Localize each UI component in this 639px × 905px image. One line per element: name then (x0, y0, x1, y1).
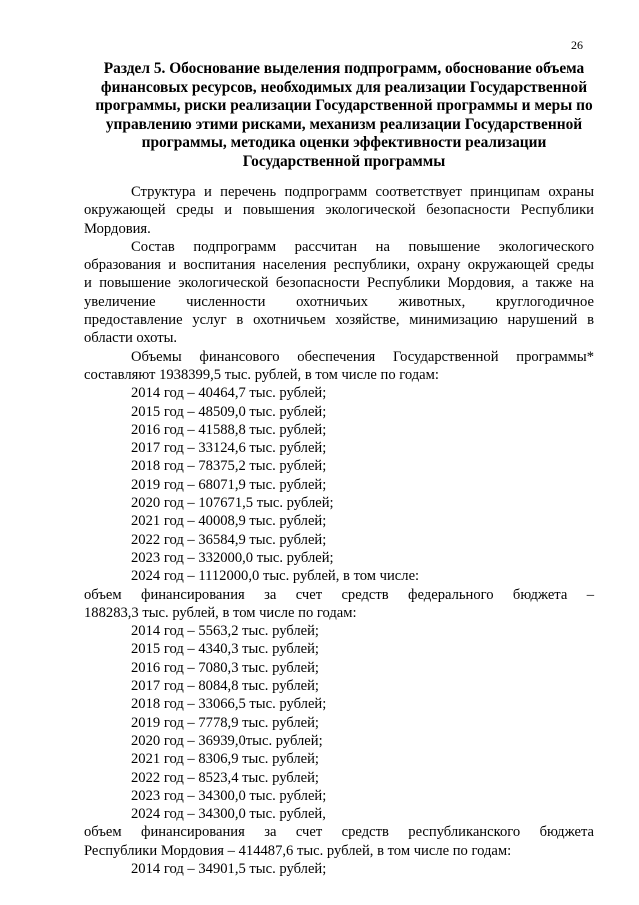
text-line: увеличение численности охотничьих животных, круглогодичное (84, 293, 594, 310)
text-line: 2019 год – 7778,9 тыс. рублей; (131, 714, 319, 731)
text-line: 2020 год – 107671,5 тыс. рублей; (131, 495, 334, 512)
text-line: 2024 год – 1112000,0 тыс. рублей, в том числе: (131, 568, 420, 585)
text-line: 2022 год – 36584,9 тыс. рублей; (131, 531, 327, 548)
heading-line: финансовых ресурсов, необходимых для реализации Государственной (100, 78, 588, 96)
text-line: составляют 1938399,5 тыс. рублей, в том числе по годам: (84, 366, 439, 383)
text-line: 2021 год – 8306,9 тыс. рублей; (131, 751, 319, 768)
text-line: 2022 год – 8523,4 тыс. рублей; (131, 769, 319, 786)
text-line: 2016 год – 41588,8 тыс. рублей; (131, 421, 327, 438)
text-line: 2015 год – 4340,3 тыс. рублей; (131, 641, 319, 658)
text-line: 2023 год – 34300,0 тыс. рублей; (131, 787, 327, 804)
text-line: 2021 год – 40008,9 тыс. рублей; (131, 513, 327, 530)
text-line: объем финансирования за счет средств федерального бюджета – (84, 586, 594, 603)
text-line: 2014 год – 34901,5 тыс. рублей; (131, 860, 327, 877)
text-line: области охоты. (84, 330, 178, 347)
text-line: 2018 год – 33066,5 тыс. рублей; (131, 696, 327, 713)
text-line: 2017 год – 8084,8 тыс. рублей; (131, 678, 319, 695)
text-line: 2018 год – 78375,2 тыс. рублей; (131, 458, 327, 475)
text-line: 2014 год – 5563,2 тыс. рублей; (131, 623, 319, 640)
text-line: Республики Мордовия – 414487,6 тыс. рублей, в том числе по годам: (84, 842, 512, 859)
text-line: 2024 год – 34300,0 тыс. рублей, (131, 806, 326, 823)
text-line: Структура и перечень подпрограмм соответствует принципам охраны (131, 184, 594, 200)
heading-line: Государственной программы (242, 152, 446, 170)
text-line: 2017 год – 33124,6 тыс. рублей; (131, 440, 327, 457)
text-line: Объемы финансового обеспечения Государственной программы* (131, 348, 594, 365)
text-line: 188283,3 тыс. рублей, в том числе по годам: (84, 604, 357, 621)
text-line: 2023 год – 332000,0 тыс. рублей; (131, 549, 334, 566)
text-line: 2016 год – 7080,3 тыс. рублей; (131, 659, 319, 676)
text-line: Мордовия. (84, 220, 151, 237)
document-body (84, 183, 594, 878)
text-line: образования и воспитания населения республики, охрану окружающей среды (84, 257, 594, 274)
text-line: 2014 год – 40464,7 тыс. рублей; (131, 385, 327, 402)
section-heading (84, 60, 604, 172)
text-line: 2015 год – 48509,0 тыс. рублей; (131, 403, 327, 420)
text-line: 2020 год – 36939,0тыс. рублей; (131, 732, 323, 749)
text-line: 2019 год – 68071,9 тыс. рублей; (131, 476, 327, 493)
heading-line: программы, методика оценки эффективности реализации (141, 134, 547, 152)
page-number: 26 (571, 38, 583, 52)
text-line: предоставление услуг в охотничьем хозяйстве, минимизацию нарушений в (84, 312, 594, 329)
heading-line: управлению этими рисками, механизм реализации Государственной (105, 115, 583, 133)
text-line: Состав подпрограмм рассчитан на повышение экологического (131, 238, 594, 255)
text-line: объем финансирования за счет средств республиканского бюджета (84, 824, 594, 841)
heading-line: программы, риски реализации Государственной программы и меры по (95, 97, 593, 115)
text-line: окружающей среды и повышения экологической безопасности Республики (84, 202, 594, 219)
text-line: и повышение экологической безопасности Республики Мордовия, а также на (84, 275, 594, 292)
heading-line: Раздел 5. Обоснование выделения подпрограмм, обоснование объема (103, 60, 585, 77)
